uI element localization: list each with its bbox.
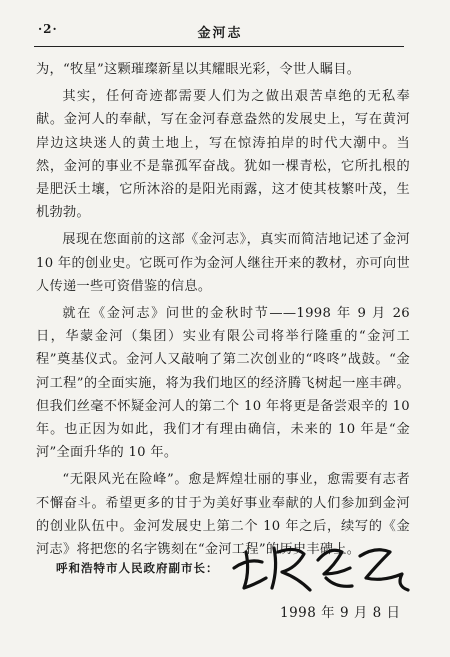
signature-label: 呼和浩特市人民政府副市长： xyxy=(56,561,219,575)
running-title: 金河志 xyxy=(197,26,243,41)
page-number: ·2· xyxy=(38,22,58,36)
signature-block xyxy=(36,538,410,598)
paragraph: “无限风光在险峰”。愈是辉煌壮丽的事业，愈需要有志者不懈奋斗。希望更多的甘于为美好事业奉献的人们参加到金河的创业队伍中。金河发展史上第二个 10 年之后，续写的《金河志》将把您的名字镌刻在“金河工程”的历史丰碑上。 xyxy=(36,472,410,558)
paragraph: 其实，任何奇迹都需要人们为之做出艰苦卓绝的无私奉献。金河人的奉献，写在金河春意盎然的发展史上，写在黄河岸边这块迷人的黄土地上，写在惊涛拍岸的时代大潮中。当然，金河的事业不是靠孤军奋战。犹如一棵青松，它所扎根的是肥沃土壤，它所沐浴的是阳光雨露，这才使其枝繁叶茂，生机勃勃。 xyxy=(36,89,410,221)
paragraph: 为，“牧星”这颗璀璨新星以其耀眼光彩，令世人瞩目。 xyxy=(36,62,361,77)
header-rule xyxy=(34,46,404,47)
paragraph: 就在《金河志》问世的金秋时节——1998 年 9 月 26 日，华蒙金河（集团）实业有限公司将举行隆重的“金河工程”奠基仪式。金河人又敲响了第二次创业的“咚咚”战鼓。“金河工程”的全面实施，将为我们地区的经济腾飞树起一座丰碑。但我们丝毫不怀疑金河人的第二个 10 年将更是备尝艰辛的 10 年。也正因为如此，我们才有理由确信，未来的 10 年是“金河”全面升华的 10 年。 xyxy=(36,306,410,461)
body-text xyxy=(36,58,410,565)
signature-date: 1998 年 9 月 8 日 xyxy=(280,605,401,621)
handwritten-signature xyxy=(226,538,416,596)
page-header xyxy=(38,22,402,44)
paragraph: 展现在您面前的这部《金河志》，真实而简洁地记述了金河 10 年的创业史。它既可作为金河人继往开来的教材，亦可向世人传递一些可资借鉴的信息。 xyxy=(36,232,410,294)
